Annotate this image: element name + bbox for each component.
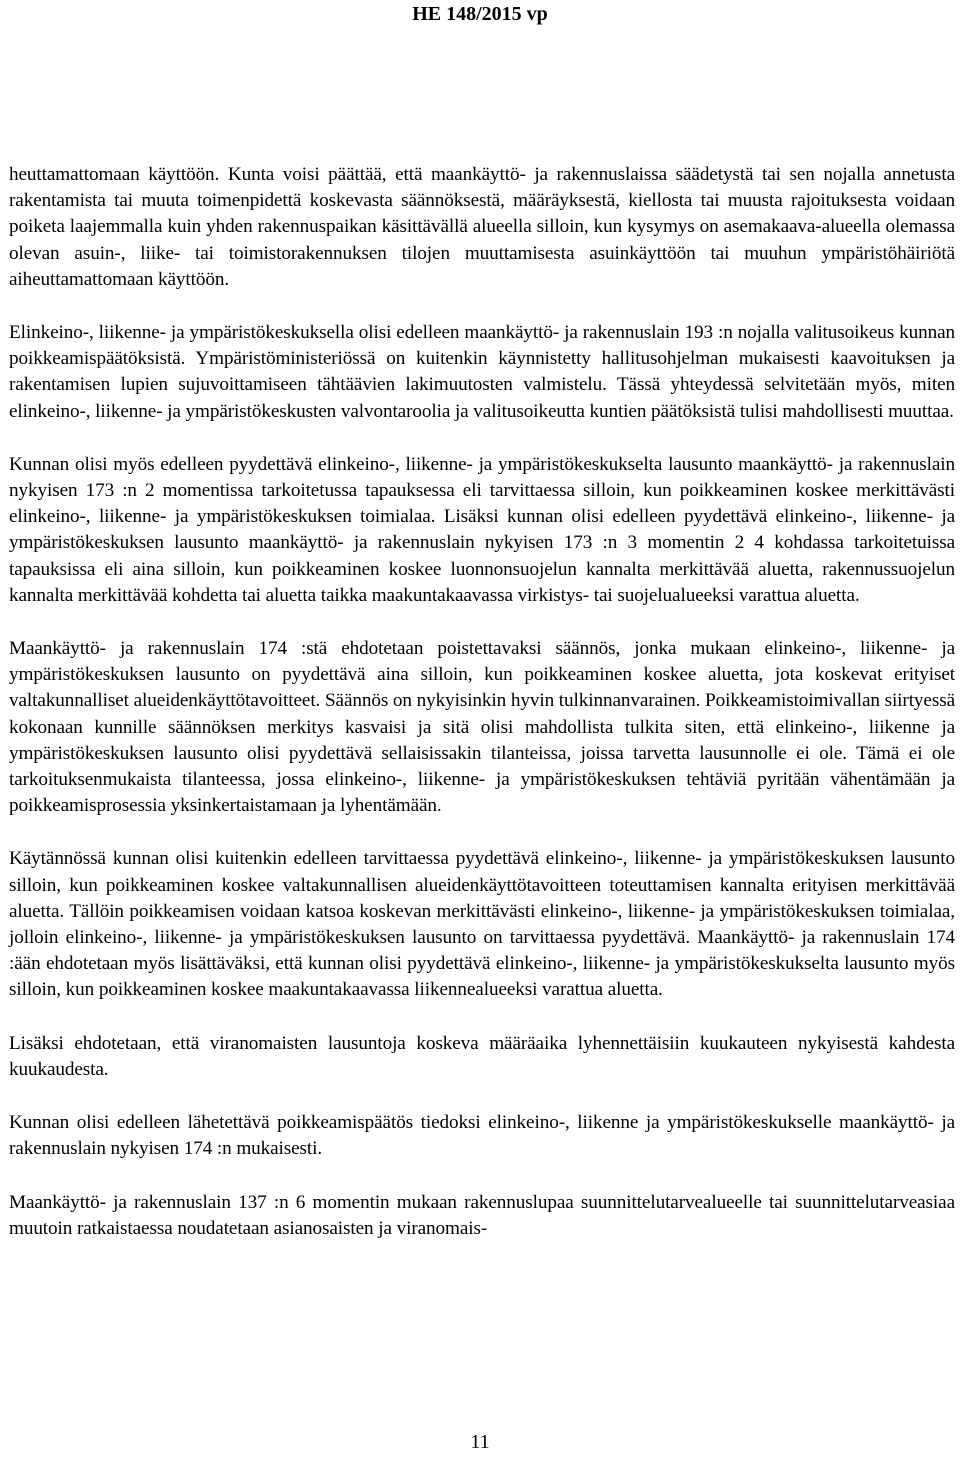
paragraph-2: Elinkeino-, liikenne- ja ympäristökeskuksella olisi edelleen maankäyttö- ja rakennuslain 193 :n nojalla valitusoikeus kunnan poikkeamispäätöksistä. Ympäristöministeriössä on kuitenkin käynnistetty hallitusohjelman mukaisesti kaavoituksen ja rakentamisen lupien sujuvoittamiseen tähtäävien lakimuutosten valmistelu. Tässä yhteydessä selvitetään myös, miten elinkeino-, liikenne- ja ympäristökeskusten valvontaroolia ja valitusoikeutta kuntien päätöksistä tulisi mahdollisesti muuttaa. xyxy=(9,322,955,422)
page-number: 11 xyxy=(470,1431,490,1453)
document-body xyxy=(9,162,955,1242)
document-header: HE 148/2015 vp xyxy=(412,3,548,25)
paragraph-5: Käytännössä kunnan olisi kuitenkin edelleen tarvittaessa pyydettävä elinkeino-, liikenne- ja ympäristökeskuksen lausunto silloin, kun poikkeaminen koskee valtakunnallisen alueidenkäyttötavoitteen toteuttamisen kannalta erityisen merkittävää aluetta. Tällöin poikkeamisen voidaan katsoa koskevan merkittävästi elinkeino-, liikenne- ja ympäristökeskuksen toimialaa, jolloin elinkeino-, liikenne- ja ympäristökeskuksen lausunto on tarvittaessa pyydettävä. Maankäyttö- ja rakennuslain 174 :ään ehdotetaan myös lisättäväksi, että kunnan olisi pyydettävä elinkeino-, liikenne- ja ympäristökeskukselta lausunto myös silloin, kun poikkeaminen koskee maakuntakaavassa liikennealueeksi varattua aluetta. xyxy=(9,848,955,1001)
paragraph-8: Maankäyttö- ja rakennuslain 137 :n 6 momentin mukaan rakennuslupaa suunnittelutarvealueelle tai suunnittelutarveasiaa muutoin ratkaistaessa noudatetaan asianosaisten ja viranomais- xyxy=(9,1191,955,1239)
paragraph-3: Kunnan olisi myös edelleen pyydettävä elinkeino-, liikenne- ja ympäristökeskukselta lausunto maankäyttö- ja rakennuslain nykyisen 173 :n 2 momentissa tarkoitetussa tapauksessa eli tarvittaessa silloin, kun poikkeaminen koskee merkittävästi elinkeino-, liikenne- ja ympäristökeskuksen toimialaa. Lisäksi kunnan olisi edelleen pyydettävä elinkeino-, liikenne- ja ympäristökeskuksen lausunto maankäyttö- ja rakennuslain nykyisen 173 :n 3 momentin 2 4 kohdassa tarkoitetuissa tapauksissa eli aina silloin, kun poikkeaminen koskee luonnonsuojelun kannalta merkittävää aluetta, rakennussuojelun kannalta merkittävää kohdetta tai aluetta taikka maakuntakaavassa virkistys- tai suojelualueeksi varattua aluetta. xyxy=(9,453,955,606)
paragraph-1: heuttamattomaan käyttöön. Kunta voisi päättää, että maankäyttö- ja rakennuslaissa säädetystä tai sen nojalla annetusta rakentamista tai muuta toimenpidettä koskevasta säännöksestä, määräyksestä, kiellosta tai muusta rajoituksesta voidaan poiketa laajemmalla kuin yhden rakennuspaikan käsittävällä alueella silloin, kun kysymys on asemakaava-alueella olemassa olevan asuin-, liike- tai toimistorakennuksen tilojen muuttamisesta asuinkäyttöön tai muuhun ympäristöhäiriötä aiheuttamattomaan käyttöön. xyxy=(9,164,955,290)
paragraph-4: Maankäyttö- ja rakennuslain 174 :stä ehdotetaan poistettavaksi säännös, jonka mukaan elinkeino-, liikenne- ja ympäristökeskuksen lausunto on pyydettävä aina silloin, kun poikkeaminen koskee aluetta, jota koskevat erityiset valtakunnalliset alueidenkäyttötavoitteet. Säännös on nykyisinkin hyvin tulkinnanvarainen. Poikkeamistoimivallan siirtyessä kokonaan kunnille säännöksen merkitys kasvaisi ja sitä olisi mahdollista tulkita siten, että elinkeino-, liikenne ja ympäristökeskuksen lausunto olisi pyydettävä sellaisissakin tilanteissa, joissa tarvetta lausunnolle ei ole. Tämä ei ole tarkoituksenmukaista tilanteessa, jossa elinkeino-, liikenne- ja ympäristökeskuksen tehtäviä pyritään vähentämään ja poikkeamisprosessia yksinkertaistamaan ja lyhentämään. xyxy=(9,638,955,817)
paragraph-7: Kunnan olisi edelleen lähetettävä poikkeamispäätös tiedoksi elinkeino-, liikenne ja ympäristökeskukselle maankäyttö- ja rakennuslain nykyisen 174 :n mukaisesti. xyxy=(9,1112,955,1160)
paragraph-6: Lisäksi ehdotetaan, että viranomaisten lausuntoja koskeva määräaika lyhennettäisiin kuukauteen nykyisestä kahdesta kuukaudesta. xyxy=(9,1032,955,1080)
